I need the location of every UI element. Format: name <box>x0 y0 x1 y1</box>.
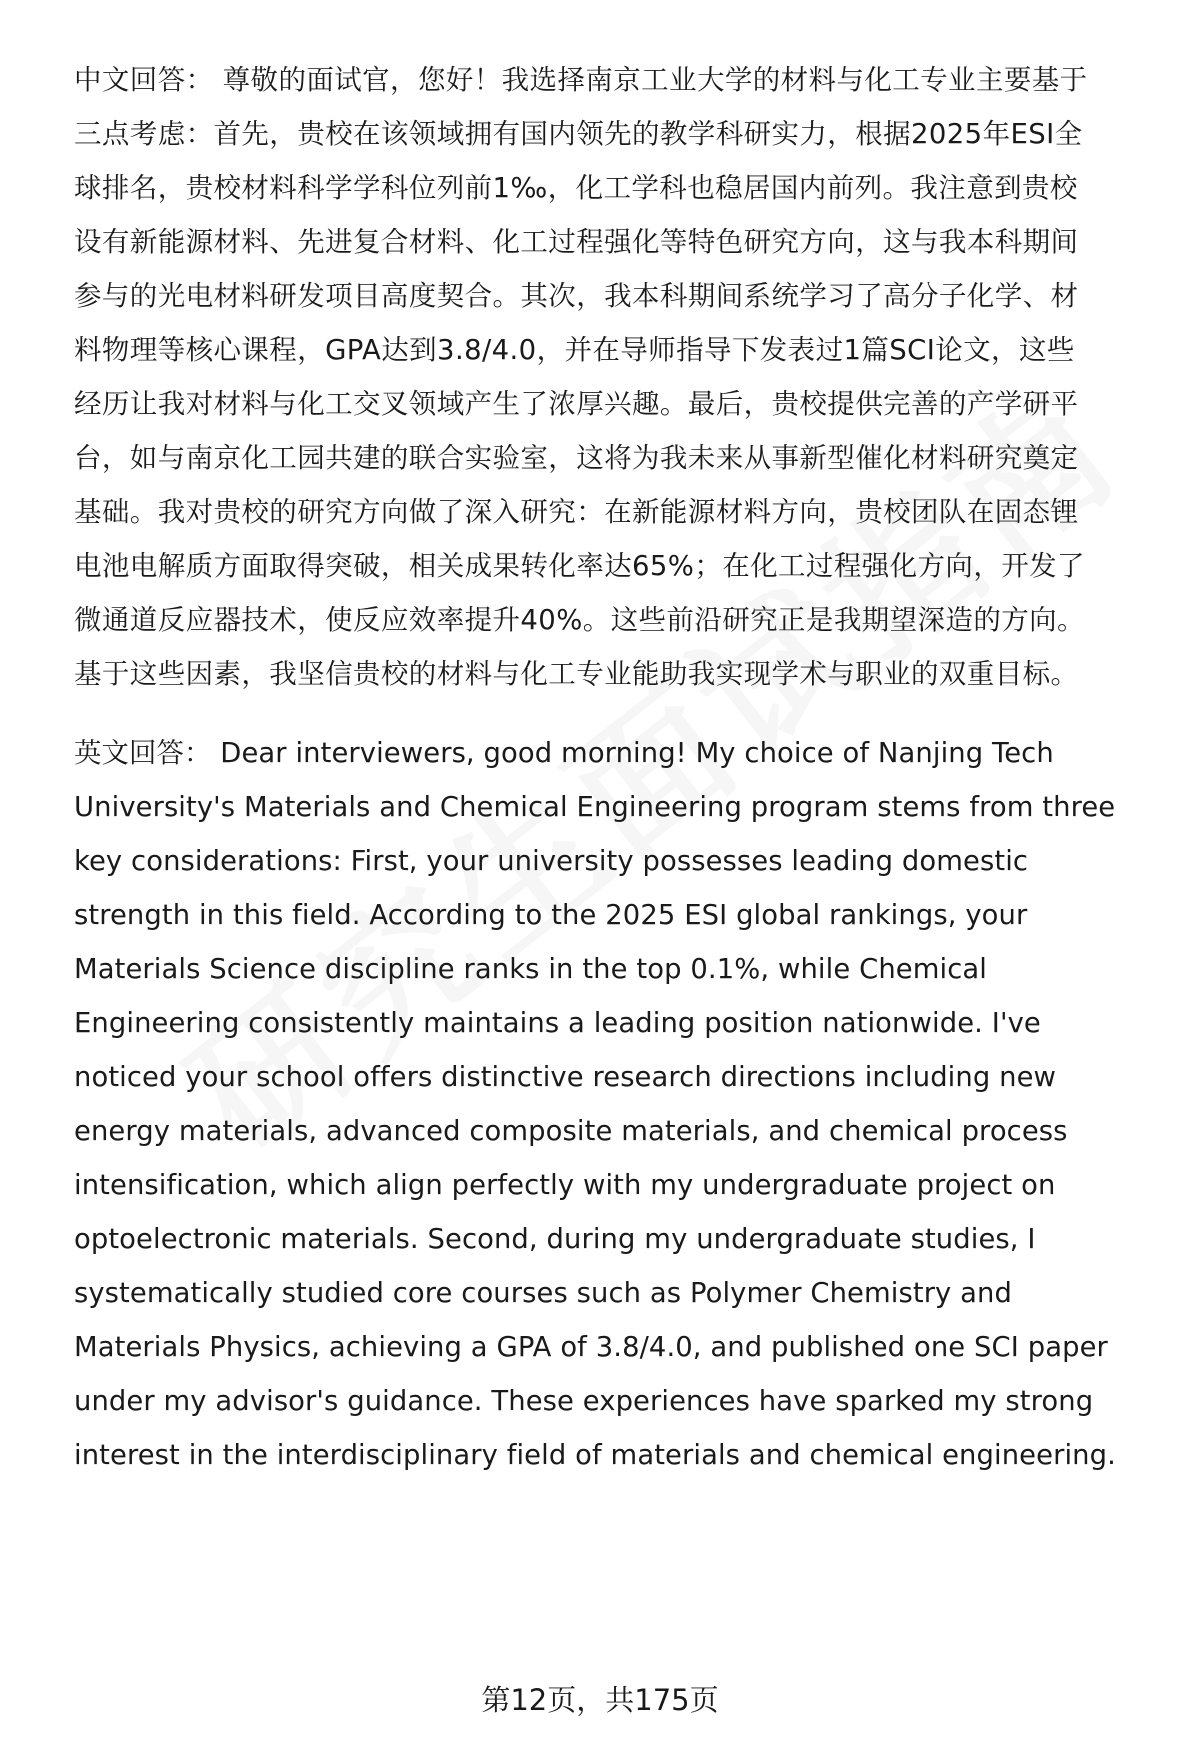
en-line-9: intensification, which align perfectly with my undergraduate project on <box>74 1170 1056 1201</box>
cn-line-8: 台，如与南京化工园共建的联合实验室，这将为我未来从事新型催化材料研究奠定 <box>74 442 1079 474</box>
cn-line-10: 电池电解质方面取得突破，相关成果转化率达65%；在化工过程强化方向，开发了 <box>74 550 1085 582</box>
cn-line-12: 基于这些因素，我坚信贵校的材料与化工专业能助我实现学术与职业的双重目标。 <box>74 658 1079 690</box>
en-line-5: Materials Science discipline ranks in the top 0.1%, while Chemical <box>74 954 987 985</box>
cn-line-7: 经历让我对材料与化工交叉领域产生了浓厚兴趣。最后，贵校提供完善的产学研平 <box>74 388 1079 420</box>
cn-line-5: 参与的光电材料研发项目高度契合。其次，我本科期间系统学习了高分子化学、材 <box>74 280 1079 312</box>
en-line-2: University's Materials and Chemical Engineering program stems from three <box>74 792 1116 823</box>
en-line-1: 英文回答： Dear interviewers, good morning! My choice of Nanjing Tech <box>74 738 1054 769</box>
en-line-12: Materials Physics, achieving a GPA of 3.8/4.0, and published one SCI paper <box>74 1332 1108 1363</box>
en-line-3: key considerations: First, your university possesses leading domestic <box>74 846 1029 877</box>
cn-line-9: 基础。我对贵校的研究方向做了深入研究：在新能源材料方向，贵校团队在固态锂 <box>74 496 1079 528</box>
cn-line-11: 微通道反应器技术，使反应效率提升40%。这些前沿研究正是我期望深造的方向。 <box>74 604 1085 636</box>
en-line-11: systematically studied core courses such as Polymer Chemistry and <box>74 1278 1013 1309</box>
en-line-10: optoelectronic materials. Second, during my undergraduate studies, I <box>74 1224 1036 1255</box>
en-line-6: Engineering consistently maintains a leading position nationwide. I've <box>74 1008 1041 1039</box>
cn-line-3: 球排名，贵校材料科学学科位列前1‰，化工学科也稳居国内前列。我注意到贵校 <box>74 172 1078 204</box>
en-line-13: under my advisor's guidance. These experiences have sparked my strong <box>74 1386 1094 1417</box>
cn-line-1: 中文回答： 尊敬的面试官，您好！我选择南京工业大学的材料与化工专业主要基于 <box>74 64 1088 96</box>
cn-line-6: 料物理等核心课程，GPA达到3.8/4.0，并在导师指导下发表过1篇SCI论文，这些 <box>74 334 1075 366</box>
cn-line-4: 设有新能源材料、先进复合材料、化工过程强化等特色研究方向，这与我本科期间 <box>74 226 1079 258</box>
page-number: 第12页，共175页 <box>481 1683 719 1717</box>
en-line-8: energy materials, advanced composite materials, and chemical process <box>74 1116 1068 1147</box>
en-line-7: noticed your school offers distinctive research directions including new <box>74 1062 1057 1093</box>
en-line-14: interest in the interdisciplinary field of materials and chemical engineering. <box>74 1440 1116 1471</box>
en-line-4: strength in this field. According to the 2025 ESI global rankings, your <box>74 900 1028 931</box>
cn-line-2: 三点考虑：首先，贵校在该领域拥有国内领先的教学科研实力，根据2025年ESI全 <box>74 118 1083 150</box>
